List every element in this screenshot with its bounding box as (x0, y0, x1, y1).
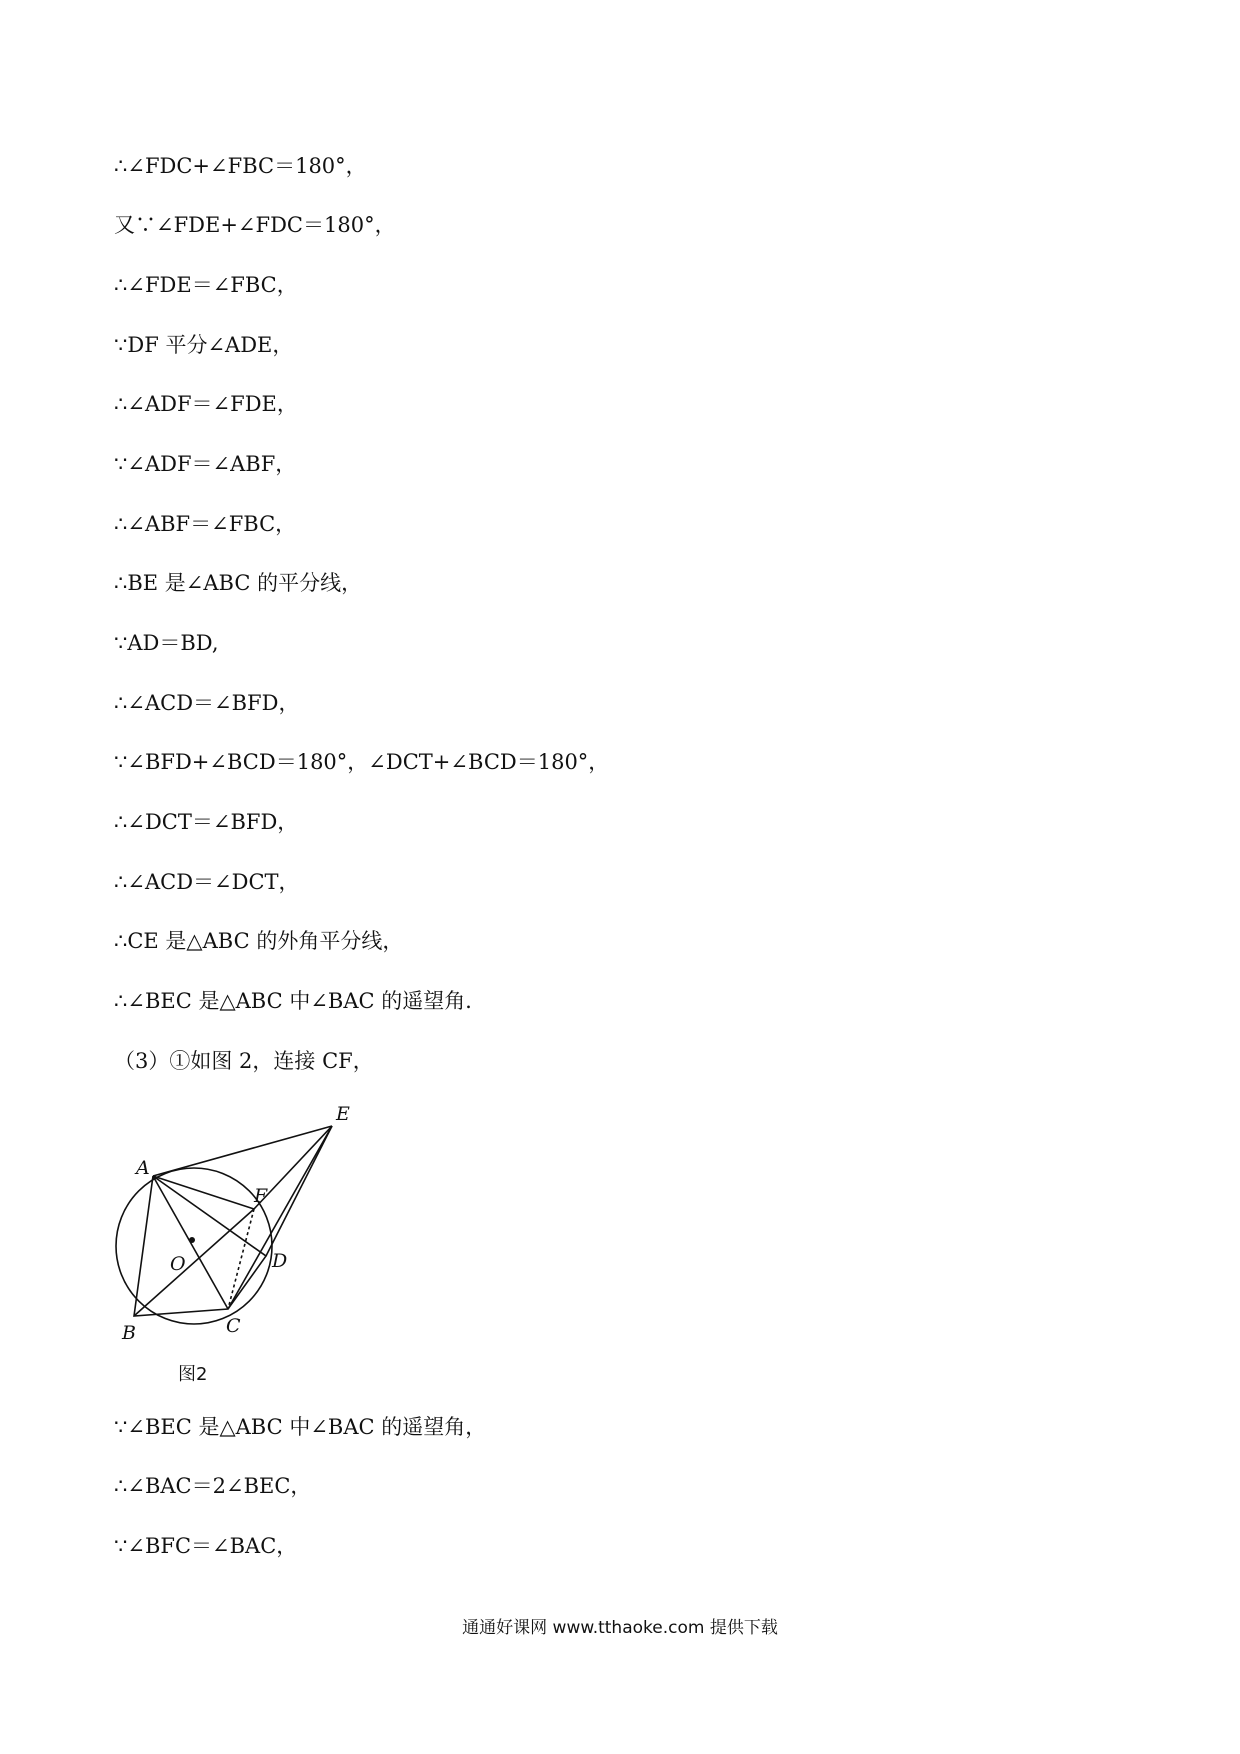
label-a: A (136, 1157, 150, 1179)
circle-o (116, 1168, 272, 1324)
proof-line-1: ∴∠FDC+∠FBC＝180°， (114, 154, 367, 178)
proof-line-15: ∴∠BEC 是△ABC 中∠BAC 的遥望角． (114, 989, 487, 1013)
proof-line-17: ∵∠BEC 是△ABC 中∠BAC 的遥望角， (114, 1415, 487, 1439)
geometry-figure-2 (108, 1102, 368, 1392)
proof-line-13: ∴∠ACD＝∠DCT， (114, 870, 300, 894)
label-c: C (226, 1315, 241, 1337)
proof-line-14: ∴CE 是△ABC 的外角平分线， (114, 929, 404, 953)
circle-diagram (108, 1102, 368, 1392)
proof-line-4: ∵DF 平分∠ADE， (114, 333, 294, 357)
quadrilateral-abcd (134, 1176, 266, 1316)
label-f: F (254, 1185, 268, 1207)
label-o: O (170, 1253, 186, 1275)
proof-line-12: ∴∠DCT＝∠BFD， (114, 810, 299, 834)
segment-de (266, 1126, 332, 1256)
proof-line-7: ∴∠ABF＝∠FBC， (114, 512, 297, 536)
segment-bf (134, 1209, 254, 1316)
page-footer: 通通好课网 www.tthaoke.com 提供下载 (462, 1618, 778, 1638)
proof-line-3: ∴∠FDE＝∠FBC， (114, 273, 298, 297)
center-point-o (189, 1237, 195, 1243)
proof-line-9-arc-equal: ∵AD＝BD, (114, 631, 219, 655)
proof-line-18: ∴∠BAC＝2∠BEC， (114, 1474, 312, 1498)
proof-line-10: ∴∠ACD＝∠BFD， (114, 691, 300, 715)
label-b: B (122, 1322, 136, 1344)
segment-ae (153, 1126, 332, 1176)
proof-line-8: ∴BE 是∠ABC 的平分线， (114, 571, 363, 595)
proof-line-16: （3）①如图 2，连接 CF， (114, 1049, 374, 1073)
proof-line-5: ∴∠ADF＝∠FDE， (114, 392, 298, 416)
proof-line-11: ∵∠BFD+∠BCD＝180°，∠DCT+∠BCD＝180°， (114, 750, 610, 774)
figure-caption: 图2 (178, 1364, 208, 1385)
label-e: E (336, 1103, 350, 1125)
proof-line-19: ∵∠BFC＝∠BAC， (114, 1534, 298, 1558)
proof-line-6: ∵∠ADF＝∠ABF， (114, 452, 297, 476)
segment-cf-dashed (228, 1209, 254, 1309)
label-d: D (272, 1250, 288, 1272)
proof-line-2: 又∵∠FDE+∠FDC＝180°， (114, 213, 396, 237)
